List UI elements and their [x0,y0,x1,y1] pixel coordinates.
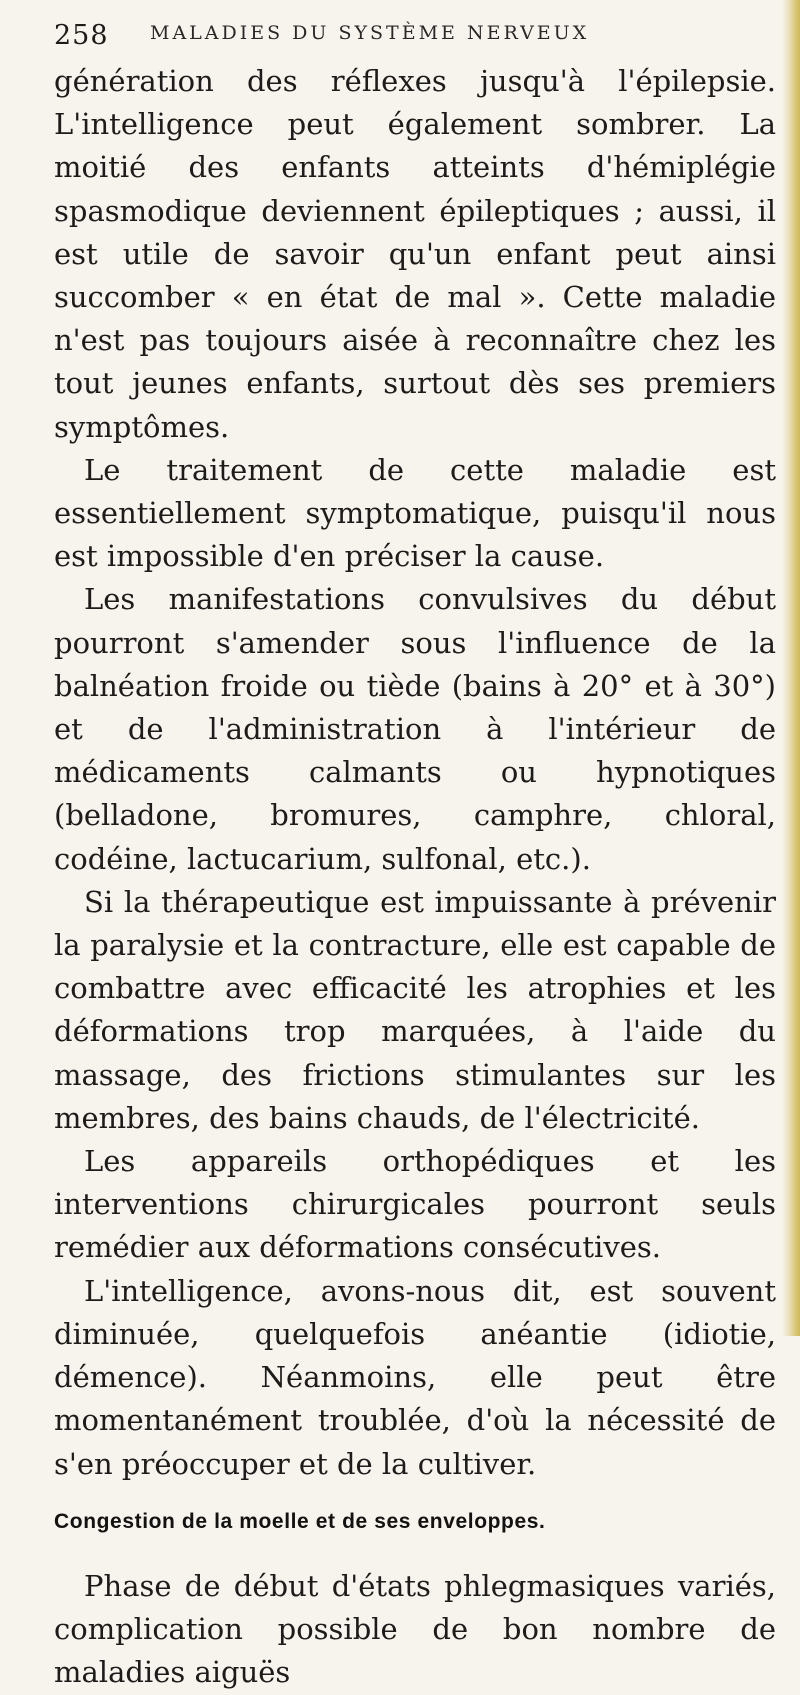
paragraph: Si la thérapeutique est impuissante à prévenir la paralysie et la contracture, elle est capable de combattre avec efficacité les atrophies et les déformations trop marquées, à l'aide du massage, des frictions stimulantes sur les membres, des bains chauds, de l'électricité. [54,884,776,1135]
section-heading: Congestion de la moelle et de ses enveloppes. [54,1509,546,1533]
paragraph: Les manifestations convulsives du début pourront s'amender sous l'influence de la balnéation froide ou tiède (bains à 20° et à 30°) et de l'administration à l'intérieur de médicaments calmants ou hypnotiques (belladone, bromures, camphre, chloral, codéine, lactucarium, sulfonal, etc.). [54,582,776,876]
paragraph: génération des réflexes jusqu'à l'épilepsie. L'intelligence peut également sombrer. La moitié des enfants atteints d'hémiplégie spasmodique deviennent épileptiques ; aussi, il est utile de savoir qu'un enfant peut ainsi succomber « en état de mal ». Cette maladie n'est pas toujours aisée à reconnaître chez les tout jeunes enfants, surtout dès ses premiers symptômes. [54,64,776,444]
running-title: MALADIES DU SYSTÈME NERVEUX [150,22,590,44]
paragraph: Phase de début d'états phlegmasiques variés, complication possible de bon nombre de maladies aiguës [54,1568,776,1690]
page-number: 258 [54,20,109,51]
paragraph: L'intelligence, avons-nous dit, est souvent diminuée, quelquefois anéantie (idiotie, démence). Néanmoins, elle peut être momentanément troublée, d'où la nécessité de s'en préoccuper et de la cultiver. [54,1273,776,1481]
paragraph: Les appareils orthopédiques et les interventions chirurgicales pourront seuls remédier aux déformations consécutives. [54,1144,776,1265]
running-head [54,14,776,60]
paragraph: Le traitement de cette maladie est essentiellement symptomatique, puisqu'il nous est impossible d'en préciser la cause. [54,452,776,574]
body-text [54,60,776,1695]
page-edge [782,0,800,1336]
book-page [54,14,776,1695]
